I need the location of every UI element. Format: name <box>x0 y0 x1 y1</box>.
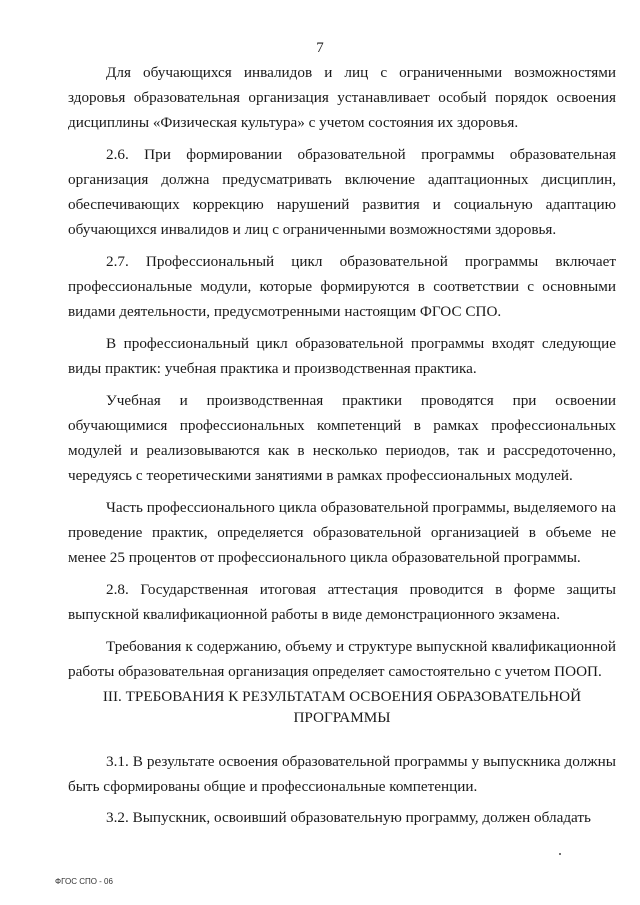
section-heading: III. ТРЕБОВАНИЯ К РЕЗУЛЬТАТАМ ОСВОЕНИЯ ОБРАЗОВАТЕЛЬНОЙ ПРОГРАММЫ <box>102 688 582 726</box>
paragraph-practice-share: Часть профессионального цикла образовательной программы, выделяемого на проведение практик, определяется образовательной организацией в объеме не менее 25 процентов от профессионального цикла образовательной программы. <box>68 499 616 566</box>
paragraph-practice-conduct: Учебная и производственная практики проводятся при освоении обучающимися профессиональных компетенций в рамках профессиональных модулей и реализовываются как в несколько периодов, так и рассредоточенно, чередуясь с теоретическими занятиями в рамках профессиональных модулей. <box>68 392 616 484</box>
paragraph-3-2: 3.2. Выпускник, освоивший образовательную программу, должен обладать <box>106 809 591 826</box>
paragraph-2-6: 2.6. При формировании образовательной программы образовательная организация должна предусматривать включение адаптационных дисциплин, обеспечивающих коррекцию нарушений развития и социальную адаптацию обучающихся инвалидов и лиц с ограниченными возможностями здоровья. <box>68 146 616 238</box>
page-number: 7 <box>316 40 324 56</box>
paragraph-disability-physical-culture: Для обучающихся инвалидов и лиц с ограниченными возможностями здоровья образовательная организация устанавливает особый порядок освоения дисциплины «Физическая культура» с учетом состояния их здоровья. <box>68 64 616 131</box>
section-text <box>68 749 616 836</box>
scan-speck <box>559 853 561 855</box>
body-text <box>68 60 616 691</box>
paragraph-3-1: 3.1. В результате освоения образовательной программы у выпускника должны быть сформированы общие и профессиональные компетенции. <box>68 753 616 795</box>
paragraph-thesis-requirements: Требования к содержанию, объему и структуре выпускной квалификационной работы образовательная организация определяет самостоятельно с учетом ПООП. <box>68 638 616 680</box>
paragraph-2-7: 2.7. Профессиональный цикл образовательной программы включает профессиональные модули, которые формируются в соответствии с основными видами деятельности, предусмотренными настоящим ФГОС СПО. <box>68 253 616 320</box>
footer-mark: ФГОС СПО - 06 <box>55 877 113 886</box>
paragraph-2-8: 2.8. Государственная итоговая аттестация проводится в форме защиты выпускной квалификационной работы в виде демонстрационного экзамена. <box>68 581 616 623</box>
paragraph-practice-types: В профессиональный цикл образовательной программы входят следующие виды практик: учебная практика и производственная практика. <box>68 335 616 377</box>
